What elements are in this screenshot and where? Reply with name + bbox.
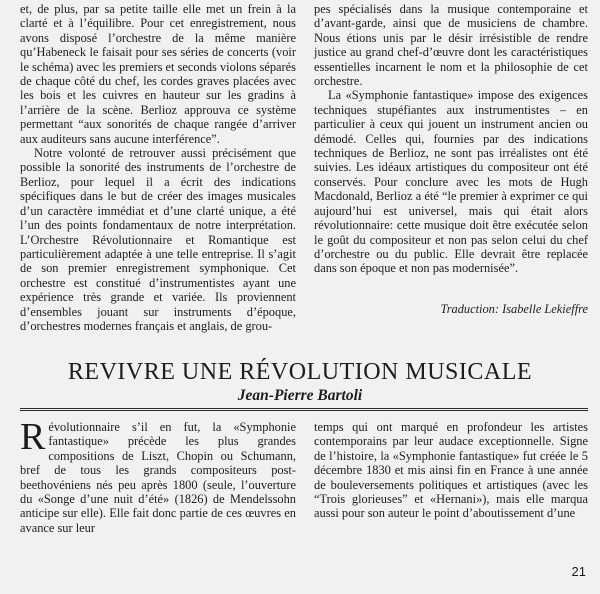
top-right-column [314,2,588,276]
paragraph: pes spécialisés dans la musique contemporaine et d’avant-garde, ainsi que de musiciens de chambre. Nous étions unis par le désir irrésistible de rendre justice au grand chef-d’œuvre dont les caractéristiques essentielles incarnent le nom et la philosophie de cet orchestre. [314,2,588,89]
paragraph: temps qui ont marqué en profondeur les artistes contemporains par leur audace exceptionnelle. Signe de l’histoire, la «Symphonie fantastique» fut créée le 5 décembre 1830 et mis ainsi fin en France à une année de bouleversements politiques et artistiques (avec les “Trois glorieuses” et «Hernani»), mais elle marqua aussi pour son auteur le point d’aboutissement d’une [314,420,588,521]
paragraph: et, de plus, par sa petite taille elle met un frein à la clarté et à l’équilibre. Pour cet enregistrement, nous avons disposé l’orchestre de la même manière qu’Habeneck le faisait pour ses séries de concerts (voir le schéma) avec les premiers et seconds violons séparés de chaque côté du chef, les cordes graves placées avec les bois et les cuivres en hauteur sur les gradins à l’arrière de la scène. Berlioz approuva ce système permettant “aux sonorités de chaque rangée d’arriver aux auditeurs sans aucune interférence”. [20,2,296,146]
section-divider [20,408,588,411]
section-heading [0,358,600,406]
drop-cap: R [20,416,46,458]
paragraph-text: évolutionnaire s’il en fut, la «Symphonie fantastique» précède les plus grandes compositions de Liszt, Chopin ou Schumann, bref de tous les grands compositeurs post-beethovéniens nés peu après 1800 (seule, l’ouverture du «Songe d’une nuit d’été» (1826) de Mendelssohn anticipe sur elle). Elle fait donc partie de ces œuvres en avance sur leur [20,420,296,535]
author-name: Jean-Pierre Bartoli [237,387,363,404]
top-left-column [20,2,296,333]
bottom-right-column [314,420,588,521]
paragraph: La «Symphonie fantastique» impose des exigences techniques stupéfiantes aux instrumentistes – en particulier à ceux qui jouent un instrument ancien ou démodé. Celles qui, fournies par des indications techniques de Berlioz, ne sont pas irréalistes ont été suivies. Les idéaux artistiques du compositeur ont été conservés. Pour conclure avec les mots de Hugh Macdonald, Berlioz a été “le premier à exprimer ce qui aujourd’hui est universel, mais qui était alors révolutionnaire: cette musique doit être exécutée selon le goût du compositeur et non pas selon celui du chef d’orchestre ou du public. Elle devrait être replacée dans son époque et non pas modernisée”. [314,88,588,276]
paragraph [20,416,296,535]
paragraph: Notre volonté de retrouver aussi précisément que possible la sonorité des instruments de l’orchestre de Berlioz, pour lequel il a écrit des indications spécifiques dans le but de créer des images musicales d’un caractère immédiat et d’une clarté unique, a été l’un des points fondamentaux de notre interprétation. L’Orchestre Révolutionnaire et Romantique est particulièrement adaptée à une telle entreprise. Il s’agit de son premier enregistrement symphonique. Cet orchestre est constitué d’instrumentistes ayant une expérience très grande et variée. Ils proviennent d’ensembles jouant sur instruments d’époque, d’orchestres modernes français et anglais, de grou- [20,146,296,333]
section-title: REVIVRE UNE RÉVOLUTION MUSICALE [67,359,533,385]
bottom-left-column [20,416,296,535]
translation-credit: Traduction: Isabelle Lekieffre [440,302,588,316]
page-number: 21 [571,564,586,579]
